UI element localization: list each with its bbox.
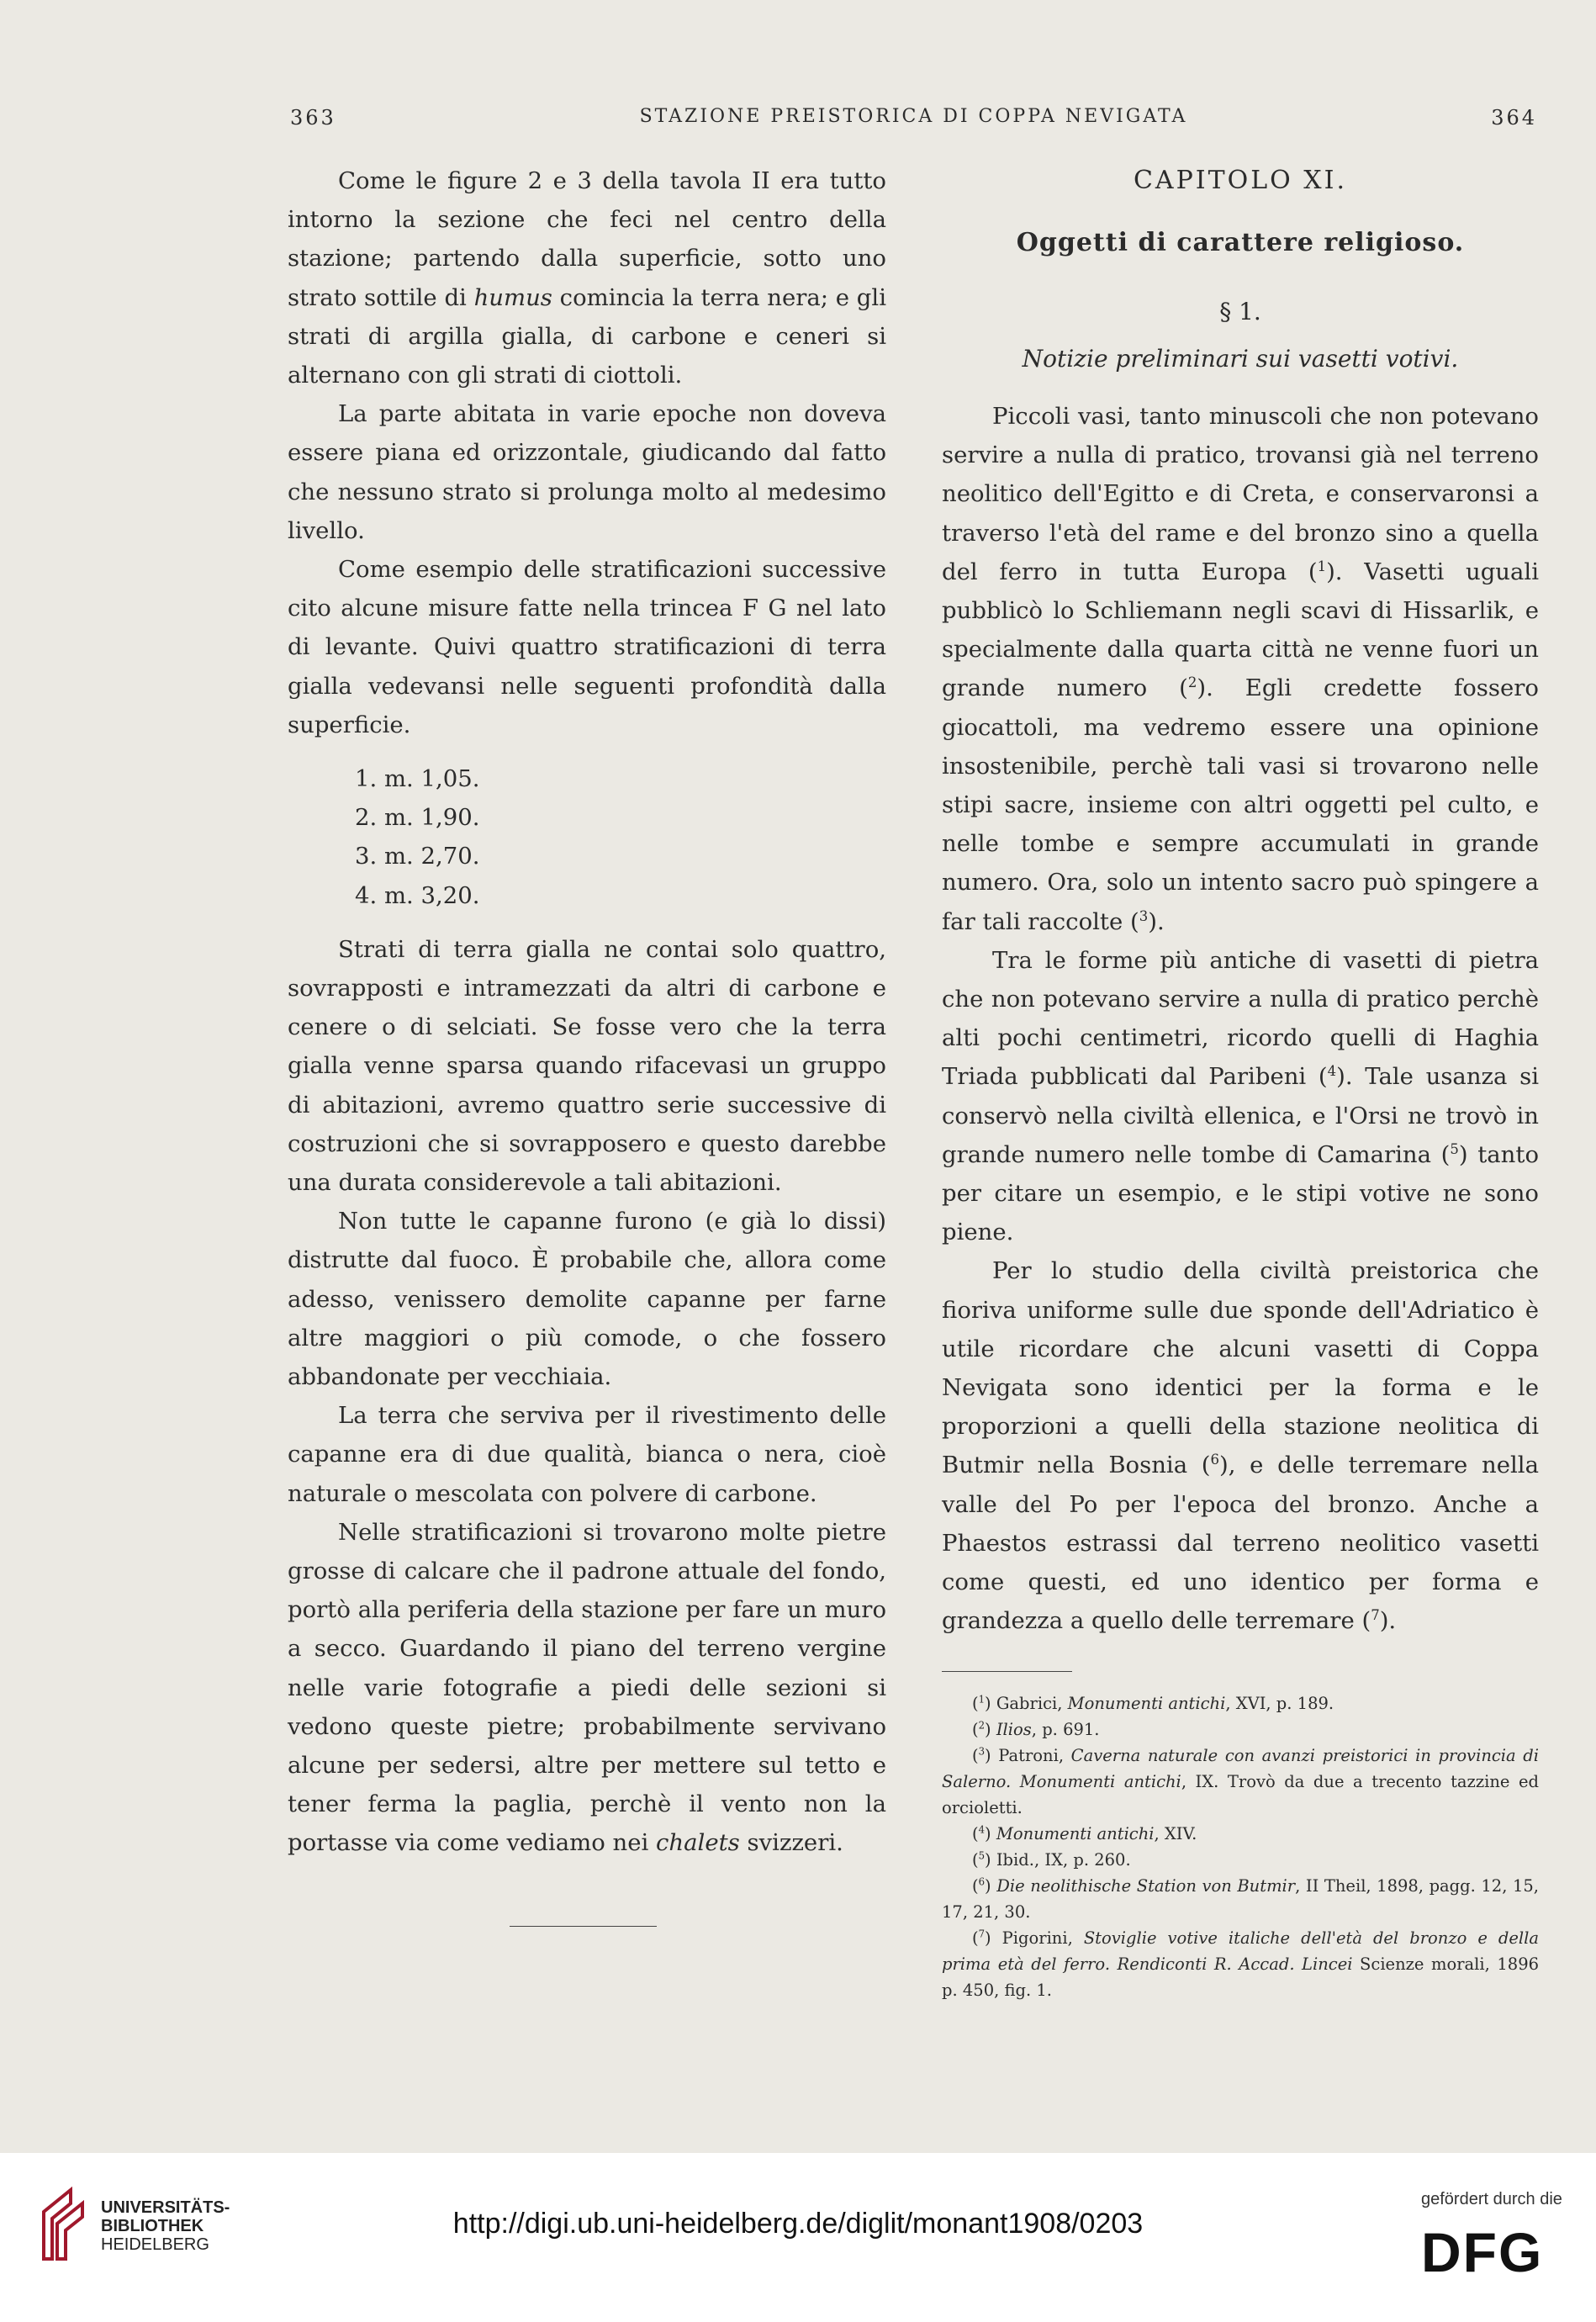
footnote: ($^1$) Gabrici, Monumenti antichi, XVI, p. 189.	[972, 1693, 1334, 1713]
paragraph: Come le figure 2 e 3 della tavola II era tutto intorno la sezione che feci nel centro della stazione; partendo dalla superficie, sotto uno strato sottile di humus comincia la terra nera; e gli strati di argilla gialla, di carbone e ceneri si alternano con gli strati di ciottoli.	[288, 167, 886, 389]
end-rule	[510, 1926, 657, 1927]
running-header	[290, 106, 1537, 140]
running-title: STAZIONE PREISTORICA DI COPPA NEVIGATA	[639, 106, 1188, 127]
chapter-title: Oggetti di carattere religioso.	[1016, 228, 1465, 257]
paragraph: La terra che serviva per il rivestimento delle capanne era di due qualità, bianca o nera, cioè naturale o mescolata con polvere di carbone.	[288, 1402, 886, 1507]
dfg-logo: DFG	[1421, 2221, 1544, 2283]
paragraph: Non tutte le capanne furono (e già lo dissi) distrutte dal fuoco. È probabile che, allora come adesso, venissero demolite capanne per farne altre maggiori o più comode, o che fossero abbandonate per vecchiaia.	[288, 1208, 886, 1391]
paragraph: Tra le forme più antiche di vasetti di pietra che non potevano servire a nulla di pratico perchè alti pochi centimetri, ricordo quelli di Haghia Triada pubblicati dal Paribeni ($^4$). Tale usanza si conservò nella civiltà ellenica, e l'Orsi ne trovò in grande numero nelle tombe di Camarina ($^5$) tanto per citare un esempio, e le stipi votive ne sono piene.	[942, 946, 1539, 1246]
paragraph: Per lo studio della civiltà preistorica che fioriva uniforme sulle due sponde dell'Adriatico è utile ricordare che alcuni vasetti di Coppa Nevigata sono identici per la forma e le proporzioni a quelli della stazione neolitica di Butmir nella Bosnia ($^6$), e delle terremare nella valle del Po per l'epoca del bronzo. Anche a Phaestos estrassi dal terreno neolitico vasetti come questi, ed uno identico per forma e grandezza a quello delle terremare ($^7$).	[942, 1257, 1539, 1635]
permalink-url[interactable]: http://digi.ub.uni-heidelberg.de/diglit/monant1908/0203	[452, 2208, 1144, 2240]
footnote: ($^6$) Die neolithische Station von Butmir, II Theil, 1898, pagg. 12, 15, 17, 21, 30.	[942, 1875, 1539, 1922]
footnote: ($^2$) Ilios, p. 691.	[972, 1719, 1100, 1739]
paragraph: Nelle stratificazioni si trovarono molte pietre grosse di calcare che il padrone attuale del fondo, portò alla periferia della stazione per fare un muro a secco. Guardando il piano del terreno vergine nelle varie fotografie a piedi delle sezioni si vedono queste pietre; probabilmente servivano alcune per sedersi, altre per mettere sul tetto e tener ferma la paglia, perchè il vento non la portasse via come vediamo nei chalets svizzeri.	[288, 1518, 886, 1857]
footnote: ($^3$) Patroni, Caverna naturale con avanzi preistorici in provincia di Salerno. Monumenti antichi, IX. Trovò da due a trecento tazzine ed orcioletti.	[942, 1745, 1539, 1817]
paragraph: Come esempio delle stratificazioni successive cito alcune misure fatte nella trincea F G nel lato di levante. Quivi quattro stratificazioni di terra gialla vedevansi nelle seguenti profondità dalla superficie.	[288, 556, 886, 738]
measurement-item: 1. m. 1,05.	[355, 765, 480, 793]
footnote-rule	[942, 1671, 1072, 1672]
paragraph: Piccoli vasi, tanto minuscoli che non potevano servire a nulla di pratico, trovansi già nel terreno neolitico dell'Egitto e di Creta, e conservaronsi a traverso l'età del rame e del bronzo sino a quella del ferro in tutta Europa ($^1$). Vasetti uguali pubblicò lo Schliemann negli scavi di Hissarlik, e specialmente dalla quarta città ne venne fuori un grande numero ($^2$). Egli credette fossero giocattoli, ma vedremo essere una opinione insostenibile, perchè tali vasi si trovarono nelle stipi sacre, insieme con altri oggetti pel culto, e nelle tombe e sempre accumulati in grande numero. Ora, solo un intento sacro può spingere a far tali raccolte ($^3$).	[942, 403, 1539, 935]
measurement-item: 4. m. 3,20.	[355, 881, 480, 909]
measurement-item: 2. m. 1,90.	[355, 804, 480, 832]
funding-caption: gefördert durch die	[1421, 2190, 1562, 2208]
library-name: UNIVERSITÄTS- BIBLIOTHEK HEIDELBERG	[101, 2198, 230, 2254]
section-title: Notizie preliminari sui vasetti votivi.	[1022, 345, 1459, 373]
measurement-list	[288, 759, 886, 915]
footnote: ($^4$) Monumenti antichi, XIV.	[972, 1823, 1197, 1843]
right-column	[942, 161, 1539, 2003]
chapter-heading: CAPITOLO XI.	[1133, 166, 1348, 195]
paragraph: La parte abitata in varie epoche non doveva essere piana ed orizzontale, giudicando dal fatto che nessuno strato si prolunga molto al medesimo livello.	[288, 400, 886, 544]
page-number-right: 364	[1491, 106, 1537, 130]
left-column	[288, 161, 886, 1863]
footnote: ($^7$) Pigorini, Stoviglie votive italiche dell'età del bronzo e della prima età del ferro. Rendiconti R. Accad. Lincei Scienze morali, 1896 p. 450, fig. 1.	[942, 1928, 1540, 2000]
section-number: § 1.	[1219, 298, 1261, 325]
footnotes	[942, 1690, 1539, 2003]
page-number-left: 363	[290, 106, 336, 130]
footnote: ($^5$) Ibid., IX, p. 260.	[972, 1849, 1131, 1870]
paragraph: Strati di terra gialla ne contai solo quattro, sovrapposti e intramezzati da altri di carbone e cenere o di selciati. Se fosse vero che la terra gialla venne sparsa quando rifacevasi un gruppo di abitazioni, avremo quattro serie successive di costruzioni che si sovrapposero e questo darebbe una durata considerevole a tali abitazioni.	[288, 935, 886, 1197]
measurement-item: 3. m. 2,70.	[355, 843, 480, 870]
